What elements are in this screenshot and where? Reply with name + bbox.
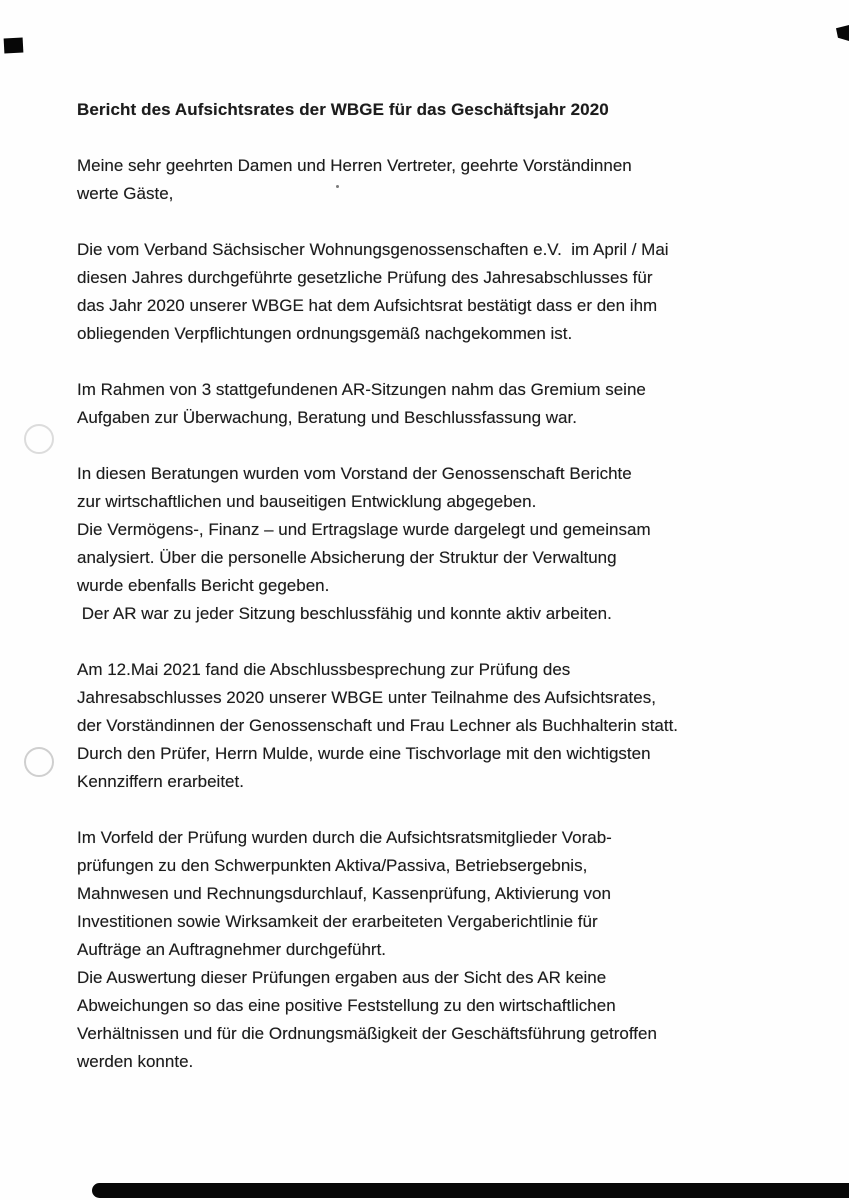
text-line: obliegenden Verpflichtungen ordnungsgemäß nachgekommen ist. [77,324,573,343]
paragraph [77,656,817,796]
text-line: das Jahr 2020 unserer WBGE hat dem Aufsichtsrat bestätigt dass er den ihm [77,296,658,315]
text-line: Mahnwesen und Rechnungsdurchlauf, Kassenprüfung, Aktivierung von [77,884,611,903]
text-line: Durch den Prüfer, Herrn Mulde, wurde eine Tischvorlage mit den wichtigsten [77,744,651,763]
text-line: Investitionen sowie Wirksamkeit der erarbeiteten Vergaberichtlinie für [77,912,598,931]
text-line: Aufträge an Auftragnehmer durchgeführt. [77,940,387,959]
paragraph [77,824,817,1076]
scan-artifact-top-right [836,25,849,41]
scan-artifact-bottom-bar [92,1183,849,1198]
scan-artifact-speck [336,185,339,188]
text-line: wurde ebenfalls Bericht gegeben. [77,576,330,595]
paragraph [77,236,817,348]
hole-punch-top [24,424,54,454]
text-line: prüfungen zu den Schwerpunkten Aktiva/Passiva, Betriebsergebnis, [77,856,588,875]
text-line: In diesen Beratungen wurden vom Vorstand der Genossenschaft Berichte [77,464,632,483]
text-line: werte Gäste, [77,184,174,203]
document-content [77,96,817,1076]
page-title: Bericht des Aufsichtsrates der WBGE für das Geschäftsjahr 2020 [77,100,609,119]
text-line: Am 12.Mai 2021 fand die Abschlussbesprechung zur Prüfung des [77,660,571,679]
text-line: Im Rahmen von 3 stattgefundenen AR-Sitzungen nahm das Gremium seine [77,380,646,399]
text-line: Die vom Verband Sächsischer Wohnungsgenossenschaften e.V. im April / Mai [77,240,669,259]
text-line: Die Auswertung dieser Prüfungen ergaben aus der Sicht des AR keine [77,968,607,987]
text-line: Im Vorfeld der Prüfung wurden durch die Aufsichtsratsmitglieder Vorab- [77,828,612,847]
text-line: diesen Jahres durchgeführte gesetzliche Prüfung des Jahresabschlusses für [77,268,653,287]
text-line: Kennziffern erarbeitet. [77,772,244,791]
text-line: zur wirtschaftlichen und bauseitigen Entwicklung abgegeben. [77,492,537,511]
text-line: werden konnte. [77,1052,194,1071]
paragraph [77,152,817,208]
text-line: Die Vermögens-, Finanz – und Ertragslage wurde dargelegt und gemeinsam [77,520,651,539]
text-line: analysiert. Über die personelle Absicherung der Struktur der Verwaltung [77,548,617,567]
hole-punch-bottom [24,747,54,777]
scan-artifact-top-left [4,38,24,54]
text-line: Abweichungen so das eine positive Feststellung zu den wirtschaftlichen [77,996,616,1015]
text-line: Verhältnissen und für die Ordnungsmäßigkeit der Geschäftsführung getroffen [77,1024,657,1043]
text-line: Der AR war zu jeder Sitzung beschlussfähig und konnte aktiv arbeiten. [77,604,612,623]
document-body [77,152,817,1076]
text-line: Aufgaben zur Überwachung, Beratung und Beschlussfassung war. [77,408,577,427]
text-line: der Vorständinnen der Genossenschaft und Frau Lechner als Buchhalterin statt. [77,716,679,735]
text-line: Meine sehr geehrten Damen und Herren Vertreter, geehrte Vorständinnen [77,156,632,175]
text-line: Jahresabschlusses 2020 unserer WBGE unter Teilnahme des Aufsichtsrates, [77,688,656,707]
paragraph [77,376,817,432]
paragraph [77,460,817,628]
